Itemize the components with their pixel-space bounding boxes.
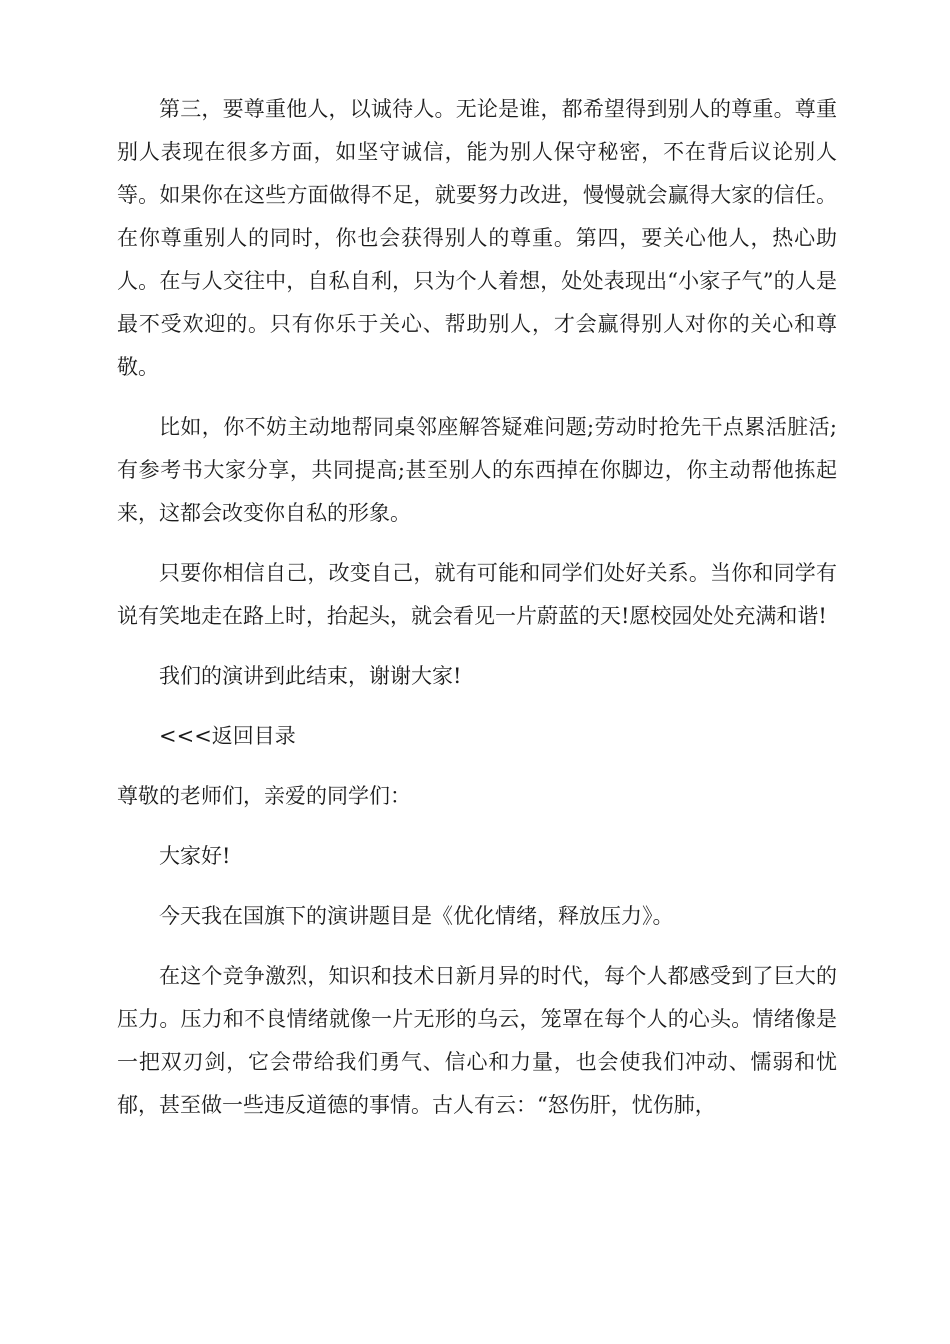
back-to-toc-link[interactable]: <<<返回目录 [159, 724, 296, 748]
paragraph-respect: 第三，要尊重他人，以诚待人。无论是谁，都希望得到别人的尊重。尊重别人表现在很多方面，如坚守诚信，能为别人保守秘密，不在背后议论别人等。如果你在这些方面做得不足，就要努力改进，慢慢就会赢得大家的信任。在你尊重别人的同时，你也会获得别人的尊重。第四，要关心他人，热心助人。在与人交往中，自私自利，只为个人着想，处处表现出“小家子气”的人是最不受欢迎的。只有你乐于关心、帮助别人，才会赢得别人对你的关心和尊敬。 [117, 97, 837, 379]
back-to-toc-paragraph [117, 715, 837, 758]
paragraph-closing: 我们的演讲到此结束，谢谢大家! [159, 664, 462, 688]
greeting: 大家好! [159, 844, 231, 868]
speech-topic: 今天我在国旗下的演讲题目是《优化情绪，释放压力》。 [159, 904, 674, 928]
paragraph-believe: 只要你相信自己，改变自己，就有可能和同学们处好关系。当你和同学有说有笑地走在路上时，抬起头，就会看见一片蔚蓝的天!愿校园处处充满和谐! [117, 561, 837, 628]
document-page [117, 88, 837, 1144]
salutation: 尊敬的老师们，亲爱的同学们： [117, 784, 411, 808]
paragraph-pressure: 在这个竞争激烈，知识和技术日新月异的时代，每个人都感受到了巨大的压力。压力和不良情绪就像一片无形的乌云，笼罩在每个人的心头。情绪像是一把双刃剑，它会带给我们勇气、信心和力量，也会使我们冲动、懦弱和忧郁，甚至做一些违反道德的事情。古人有云：“怒伤肝，忧伤肺， [117, 964, 837, 1117]
paragraph-example: 比如，你不妨主动地帮同桌邻座解答疑难问题;劳动时抢先干点累活脏活;有参考书大家分享，共同提高;甚至别人的东西掉在你脚边，你主动帮他拣起来，这都会改变你自私的形象。 [117, 415, 837, 525]
